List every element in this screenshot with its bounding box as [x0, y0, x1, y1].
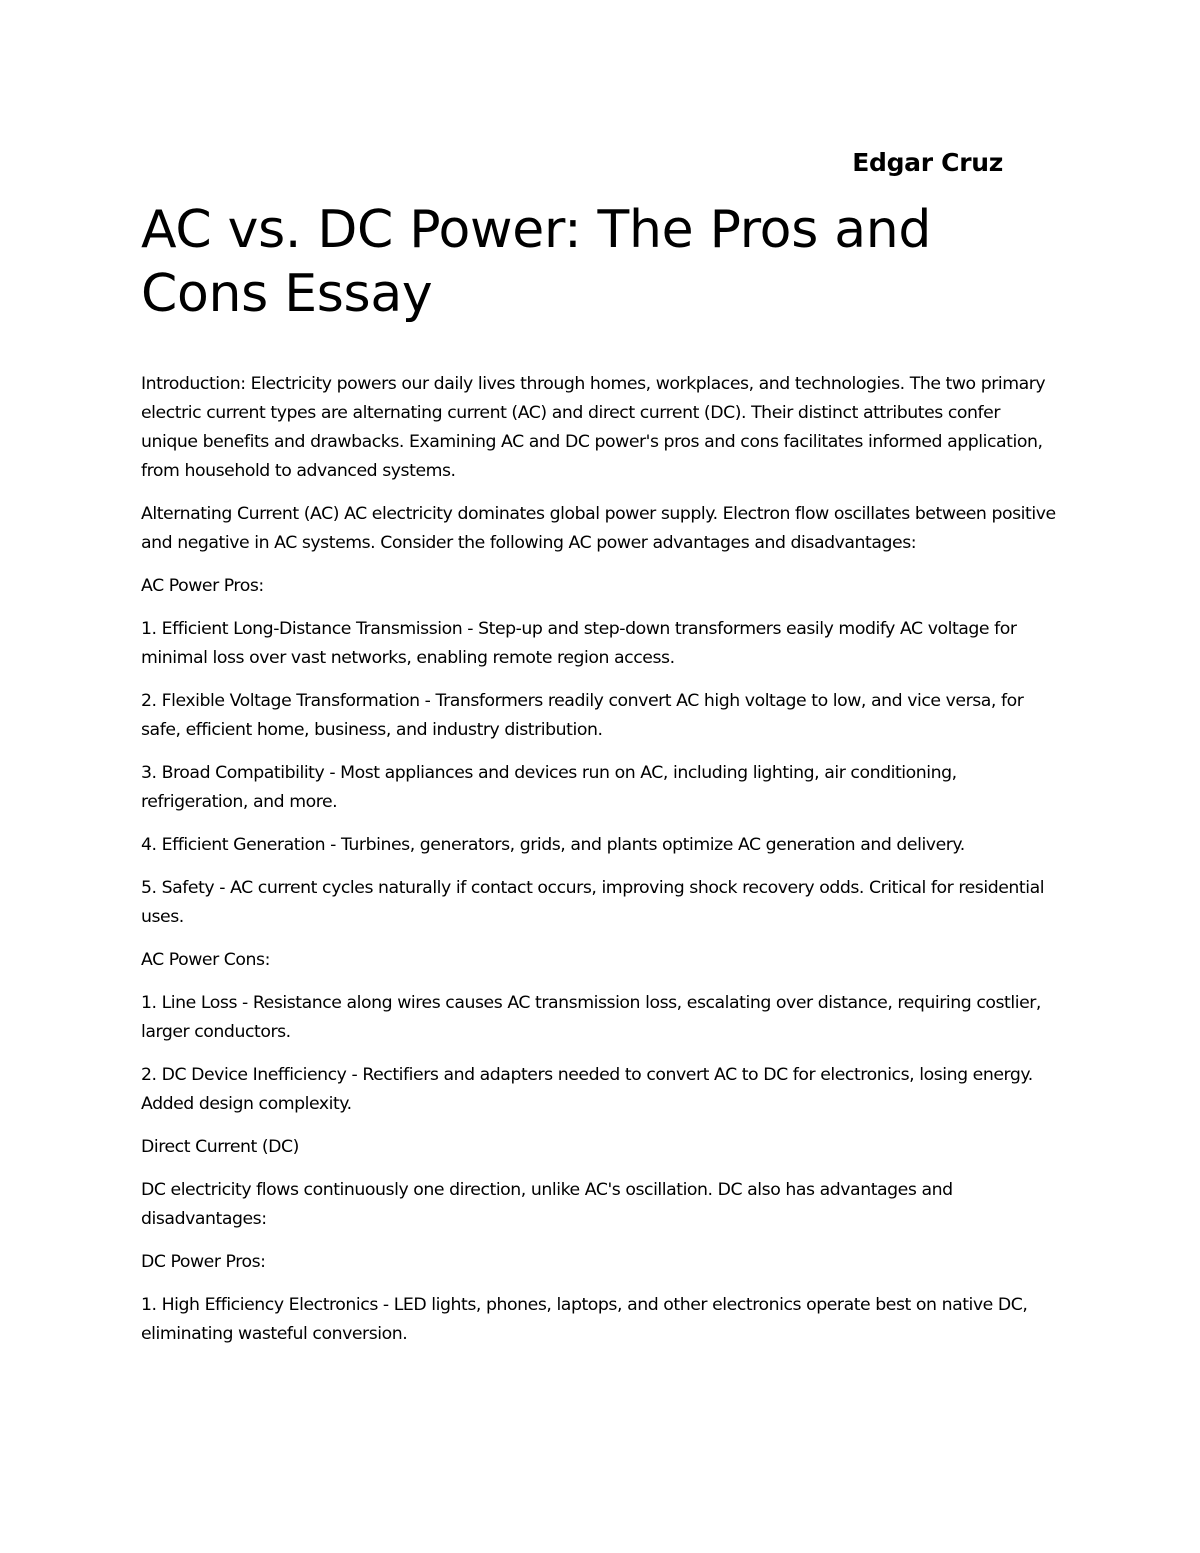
- list-item-ac-pro-3: 3. Broad Compatibility - Most appliances and devices run on AC, including lighting, air conditioning, refrigeration, and more.: [141, 763, 957, 812]
- heading-direct-current: Direct Current (DC): [141, 1137, 299, 1157]
- list-item-ac-pro-2: 2. Flexible Voltage Transformation - Transformers readily convert AC high voltage to low, and vice versa, for safe, efficient home, business, and industry distribution.: [141, 691, 1024, 740]
- heading-ac-cons: AC Power Cons:: [141, 950, 270, 970]
- list-item-ac-con-2: 2. DC Device Inefficiency - Rectifiers and adapters needed to convert AC to DC for electronics, losing energy. Added design complexity.: [141, 1065, 1033, 1114]
- heading-ac-pros: AC Power Pros:: [141, 576, 264, 596]
- list-item-ac-con-1: 1. Line Loss - Resistance along wires causes AC transmission loss, escalating over distance, requiring costlier, larger conductors.: [141, 993, 1041, 1042]
- document-body: [141, 370, 1061, 1363]
- list-item-ac-pro-5: 5. Safety - AC current cycles naturally if contact occurs, improving shock recovery odds. Critical for residential uses.: [141, 878, 1045, 927]
- list-item-dc-pro-1: 1. High Efficiency Electronics - LED lights, phones, laptops, and other electronics operate best on native DC, eliminating wasteful conversion.: [141, 1295, 1028, 1344]
- paragraph-introduction: Introduction: Electricity powers our daily lives through homes, workplaces, and technologies. The two primary electric current types are alternating current (AC) and direct current (DC). Their distinct attributes confer unique benefits and drawbacks. Examining AC and DC power's pros and cons facilitates informed application, from household to advanced systems.: [141, 374, 1046, 481]
- paragraph-dc-overview: DC electricity flows continuously one direction, unlike AC's oscillation. DC also has advantages and disadvantages:: [141, 1180, 953, 1229]
- author-name: Edgar Cruz: [852, 148, 1003, 177]
- document-title: AC vs. DC Power: The Pros and Cons Essay: [141, 200, 932, 324]
- list-item-ac-pro-4: 4. Efficient Generation - Turbines, generators, grids, and plants optimize AC generation and delivery.: [141, 835, 965, 855]
- paragraph-ac-overview: Alternating Current (AC) AC electricity dominates global power supply. Electron flow oscillates between positive and negative in AC systems. Consider the following AC power advantages and disadvantages:: [141, 504, 1056, 553]
- list-item-ac-pro-1: 1. Efficient Long-Distance Transmission - Step-up and step-down transformers easily modify AC voltage for minimal loss over vast networks, enabling remote region access.: [141, 619, 1017, 668]
- heading-dc-pros: DC Power Pros:: [141, 1252, 266, 1272]
